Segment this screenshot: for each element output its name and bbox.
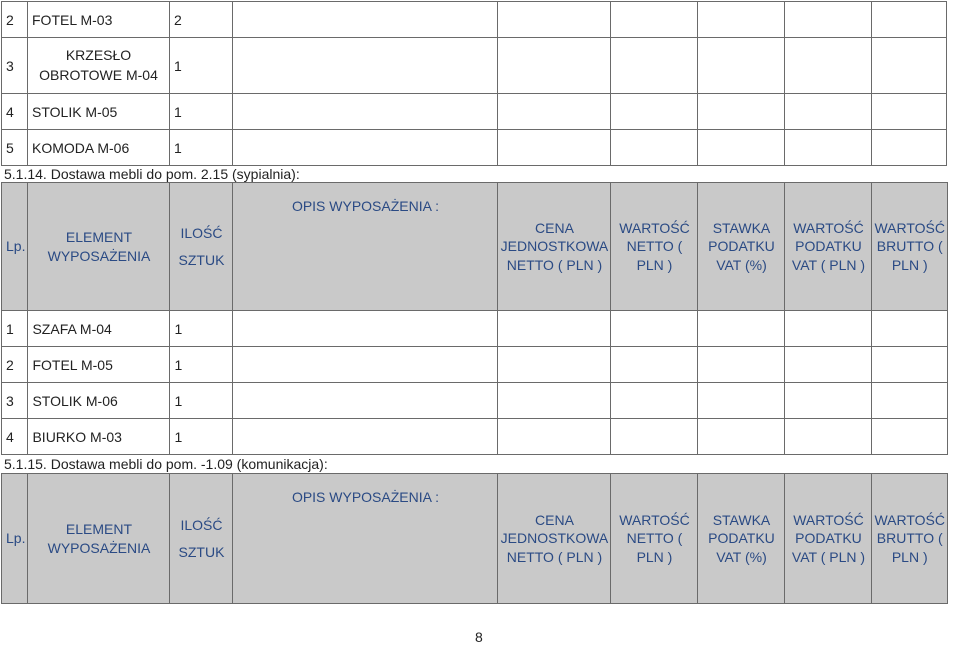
- header-unit-price: CENA JEDNOSTKOWA NETTO ( PLN ): [498, 474, 611, 604]
- item-quantity: 1: [170, 94, 233, 130]
- header-ilosc: ILOŚĆ: [180, 517, 223, 534]
- table-row: [2, 2, 947, 38]
- furniture-table-3: [1, 473, 948, 604]
- header-vat-value: WARTOŚĆ PODATKU VAT ( PLN ): [785, 183, 872, 311]
- header-description: OPIS WYPOSAŻENIA :: [233, 474, 498, 604]
- item-name: SZAFA M-04: [28, 311, 170, 347]
- section-title: 5.1.15. Dostawa mebli do pom. -1.09 (komunikacja):: [4, 456, 328, 472]
- item-quantity: 1: [170, 38, 233, 94]
- item-quantity: 1: [170, 383, 233, 419]
- item-name: FOTEL M-03: [28, 2, 170, 38]
- row-number: 4: [2, 419, 28, 455]
- header-quantity: [170, 474, 233, 604]
- row-number: 5: [2, 130, 28, 166]
- row-number: 1: [2, 311, 28, 347]
- table-row: [2, 419, 948, 455]
- header-gross-value: WARTOŚĆ BRUTTO ( PLN ): [872, 474, 948, 604]
- item-name: KRZESŁO OBROTOWE M-04: [28, 38, 170, 94]
- table-row: [2, 130, 947, 166]
- furniture-table-2: [1, 182, 948, 455]
- header-net-value: WARTOŚĆ NETTO ( PLN ): [611, 474, 698, 604]
- table-row: [2, 347, 948, 383]
- table-row: [2, 94, 947, 130]
- header-lp: Lp.: [2, 183, 28, 311]
- header-unit-price: CENA JEDNOSTKOWA NETTO ( PLN ): [498, 183, 611, 311]
- item-name: KOMODA M-06: [28, 130, 170, 166]
- header-vat-rate: STAWKA PODATKU VAT (%): [698, 183, 785, 311]
- item-quantity: 1: [170, 347, 233, 383]
- row-number: 4: [2, 94, 28, 130]
- item-quantity: 1: [170, 311, 233, 347]
- furniture-table-1: [1, 1, 947, 166]
- table-row: [2, 383, 948, 419]
- header-vat-value: WARTOŚĆ PODATKU VAT ( PLN ): [785, 474, 872, 604]
- item-quantity: 1: [170, 419, 233, 455]
- header-element: ELEMENT WYPOSAŻENIA: [28, 474, 170, 604]
- table-header: [2, 183, 948, 311]
- row-number: 2: [2, 2, 28, 38]
- header-ilosc: ILOŚĆ: [180, 225, 223, 242]
- header-gross-value: WARTOŚĆ BRUTTO ( PLN ): [872, 183, 948, 311]
- header-sztuk: SZTUK: [178, 543, 225, 560]
- item-quantity: 1: [170, 130, 233, 166]
- item-name: STOLIK M-05: [28, 94, 170, 130]
- table-row: [2, 38, 947, 94]
- row-number: 3: [2, 38, 28, 94]
- table-header: [2, 474, 948, 604]
- header-element: ELEMENT WYPOSAŻENIA: [28, 183, 170, 311]
- item-name: STOLIK M-06: [28, 383, 170, 419]
- header-vat-rate: STAWKA PODATKU VAT (%): [698, 474, 785, 604]
- item-name: BIURKO M-03: [28, 419, 170, 455]
- header-sztuk: SZTUK: [178, 251, 225, 268]
- header-quantity: [170, 183, 233, 311]
- row-number: 2: [2, 347, 28, 383]
- row-number: 3: [2, 383, 28, 419]
- header-lp: Lp.: [2, 474, 28, 604]
- header-net-value: WARTOŚĆ NETTO ( PLN ): [611, 183, 698, 311]
- page-number: 8: [475, 629, 483, 645]
- section-title: 5.1.14. Dostawa mebli do pom. 2.15 (sypialnia):: [4, 166, 300, 182]
- item-quantity: 2: [170, 2, 233, 38]
- table-row: [2, 311, 948, 347]
- header-description: OPIS WYPOSAŻENIA :: [233, 183, 498, 311]
- item-name: FOTEL M-05: [28, 347, 170, 383]
